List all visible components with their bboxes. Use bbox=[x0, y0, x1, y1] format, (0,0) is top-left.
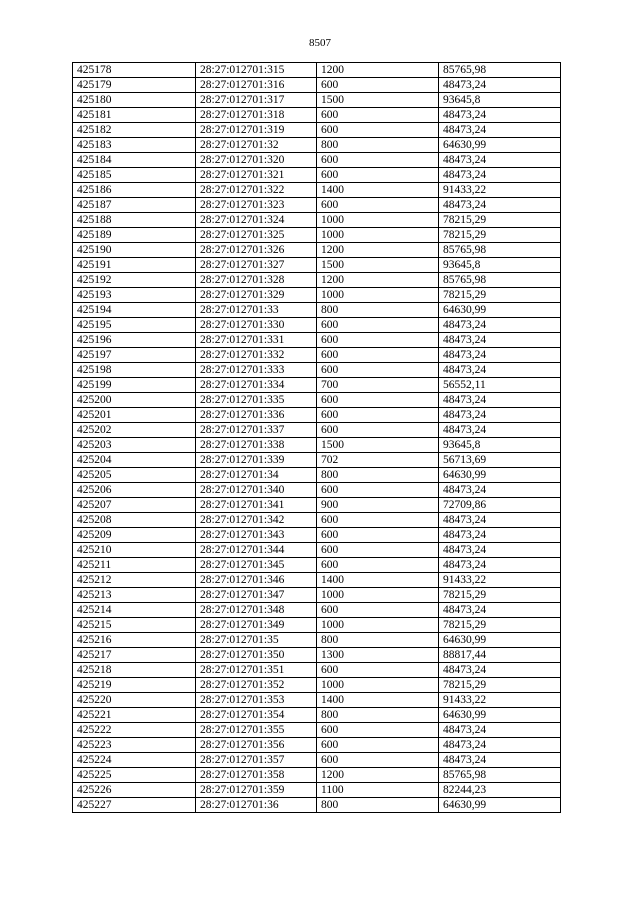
cadastral-number-cell: 28:27:012701:346 bbox=[196, 573, 317, 588]
value-cell: 48473,24 bbox=[439, 753, 561, 768]
value-cell: 88817,44 bbox=[439, 648, 561, 663]
cadastral-number-cell: 28:27:012701:332 bbox=[196, 348, 317, 363]
cadastral-number-cell: 28:27:012701:342 bbox=[196, 513, 317, 528]
cadastral-number-cell: 28:27:012701:320 bbox=[196, 153, 317, 168]
table-row bbox=[73, 408, 561, 423]
area-cell: 1000 bbox=[317, 588, 439, 603]
record-number-cell: 425209 bbox=[73, 528, 196, 543]
record-number-cell: 425226 bbox=[73, 783, 196, 798]
value-cell: 48473,24 bbox=[439, 543, 561, 558]
table-row bbox=[73, 648, 561, 663]
table-body bbox=[73, 63, 561, 813]
record-number-cell: 425196 bbox=[73, 333, 196, 348]
value-cell: 48473,24 bbox=[439, 603, 561, 618]
record-number-cell: 425198 bbox=[73, 363, 196, 378]
area-cell: 600 bbox=[317, 363, 439, 378]
value-cell: 64630,99 bbox=[439, 468, 561, 483]
value-cell: 93645,8 bbox=[439, 438, 561, 453]
table-row bbox=[73, 798, 561, 813]
value-cell: 48473,24 bbox=[439, 528, 561, 543]
area-cell: 1000 bbox=[317, 213, 439, 228]
record-number-cell: 425201 bbox=[73, 408, 196, 423]
table-row bbox=[73, 123, 561, 138]
area-cell: 1500 bbox=[317, 438, 439, 453]
table-row bbox=[73, 378, 561, 393]
cadastral-number-cell: 28:27:012701:322 bbox=[196, 183, 317, 198]
record-number-cell: 425219 bbox=[73, 678, 196, 693]
area-cell: 800 bbox=[317, 633, 439, 648]
value-cell: 78215,29 bbox=[439, 618, 561, 633]
cadastral-number-cell: 28:27:012701:352 bbox=[196, 678, 317, 693]
value-cell: 56552,11 bbox=[439, 378, 561, 393]
area-cell: 800 bbox=[317, 798, 439, 813]
record-number-cell: 425212 bbox=[73, 573, 196, 588]
record-number-cell: 425220 bbox=[73, 693, 196, 708]
record-number-cell: 425205 bbox=[73, 468, 196, 483]
cadastral-number-cell: 28:27:012701:350 bbox=[196, 648, 317, 663]
record-number-cell: 425202 bbox=[73, 423, 196, 438]
record-number-cell: 425199 bbox=[73, 378, 196, 393]
area-cell: 600 bbox=[317, 423, 439, 438]
area-cell: 1500 bbox=[317, 93, 439, 108]
value-cell: 78215,29 bbox=[439, 213, 561, 228]
value-cell: 82244,23 bbox=[439, 783, 561, 798]
cadastral-number-cell: 28:27:012701:338 bbox=[196, 438, 317, 453]
record-number-cell: 425195 bbox=[73, 318, 196, 333]
area-cell: 600 bbox=[317, 483, 439, 498]
cadastral-number-cell: 28:27:012701:36 bbox=[196, 798, 317, 813]
cadastral-number-cell: 28:27:012701:347 bbox=[196, 588, 317, 603]
value-cell: 91433,22 bbox=[439, 183, 561, 198]
record-number-cell: 425184 bbox=[73, 153, 196, 168]
value-cell: 91433,22 bbox=[439, 573, 561, 588]
area-cell: 600 bbox=[317, 558, 439, 573]
value-cell: 48473,24 bbox=[439, 663, 561, 678]
area-cell: 1200 bbox=[317, 768, 439, 783]
table-row bbox=[73, 333, 561, 348]
area-cell: 1000 bbox=[317, 618, 439, 633]
value-cell: 85765,98 bbox=[439, 768, 561, 783]
value-cell: 85765,98 bbox=[439, 243, 561, 258]
area-cell: 900 bbox=[317, 498, 439, 513]
record-number-cell: 425208 bbox=[73, 513, 196, 528]
value-cell: 78215,29 bbox=[439, 588, 561, 603]
area-cell: 600 bbox=[317, 738, 439, 753]
table-row bbox=[73, 783, 561, 798]
cadastral-number-cell: 28:27:012701:331 bbox=[196, 333, 317, 348]
area-cell: 1400 bbox=[317, 693, 439, 708]
table-row bbox=[73, 738, 561, 753]
value-cell: 48473,24 bbox=[439, 348, 561, 363]
area-cell: 600 bbox=[317, 168, 439, 183]
value-cell: 72709,86 bbox=[439, 498, 561, 513]
table-row bbox=[73, 228, 561, 243]
cadastral-number-cell: 28:27:012701:358 bbox=[196, 768, 317, 783]
cadastral-number-cell: 28:27:012701:321 bbox=[196, 168, 317, 183]
table-row bbox=[73, 393, 561, 408]
data-table bbox=[72, 62, 561, 813]
area-cell: 600 bbox=[317, 528, 439, 543]
record-number-cell: 425179 bbox=[73, 78, 196, 93]
area-cell: 1000 bbox=[317, 678, 439, 693]
area-cell: 600 bbox=[317, 543, 439, 558]
value-cell: 64630,99 bbox=[439, 138, 561, 153]
table-row bbox=[73, 768, 561, 783]
cadastral-number-cell: 28:27:012701:318 bbox=[196, 108, 317, 123]
table-row bbox=[73, 303, 561, 318]
table-row bbox=[73, 438, 561, 453]
area-cell: 600 bbox=[317, 663, 439, 678]
area-cell: 600 bbox=[317, 603, 439, 618]
table-row bbox=[73, 243, 561, 258]
value-cell: 48473,24 bbox=[439, 108, 561, 123]
cadastral-number-cell: 28:27:012701:325 bbox=[196, 228, 317, 243]
cadastral-number-cell: 28:27:012701:355 bbox=[196, 723, 317, 738]
cadastral-number-cell: 28:27:012701:32 bbox=[196, 138, 317, 153]
table-row bbox=[73, 498, 561, 513]
record-number-cell: 425224 bbox=[73, 753, 196, 768]
area-cell: 1100 bbox=[317, 783, 439, 798]
record-number-cell: 425217 bbox=[73, 648, 196, 663]
record-number-cell: 425188 bbox=[73, 213, 196, 228]
cadastral-number-cell: 28:27:012701:327 bbox=[196, 258, 317, 273]
table-row bbox=[73, 588, 561, 603]
table-row bbox=[73, 513, 561, 528]
area-cell: 600 bbox=[317, 723, 439, 738]
value-cell: 48473,24 bbox=[439, 78, 561, 93]
area-cell: 600 bbox=[317, 753, 439, 768]
cadastral-number-cell: 28:27:012701:354 bbox=[196, 708, 317, 723]
value-cell: 85765,98 bbox=[439, 273, 561, 288]
record-number-cell: 425215 bbox=[73, 618, 196, 633]
record-number-cell: 425186 bbox=[73, 183, 196, 198]
table-row bbox=[73, 423, 561, 438]
area-cell: 1000 bbox=[317, 288, 439, 303]
record-number-cell: 425190 bbox=[73, 243, 196, 258]
area-cell: 1200 bbox=[317, 63, 439, 78]
value-cell: 91433,22 bbox=[439, 693, 561, 708]
table-row bbox=[73, 318, 561, 333]
table-row bbox=[73, 708, 561, 723]
record-number-cell: 425206 bbox=[73, 483, 196, 498]
cadastral-number-cell: 28:27:012701:328 bbox=[196, 273, 317, 288]
cadastral-number-cell: 28:27:012701:334 bbox=[196, 378, 317, 393]
cadastral-number-cell: 28:27:012701:330 bbox=[196, 318, 317, 333]
record-number-cell: 425221 bbox=[73, 708, 196, 723]
value-cell: 48473,24 bbox=[439, 168, 561, 183]
area-cell: 1400 bbox=[317, 573, 439, 588]
area-cell: 600 bbox=[317, 348, 439, 363]
record-number-cell: 425218 bbox=[73, 663, 196, 678]
area-cell: 1000 bbox=[317, 228, 439, 243]
table-row bbox=[73, 543, 561, 558]
table-row bbox=[73, 168, 561, 183]
cadastral-number-cell: 28:27:012701:348 bbox=[196, 603, 317, 618]
cadastral-number-cell: 28:27:012701:349 bbox=[196, 618, 317, 633]
table-row bbox=[73, 633, 561, 648]
area-cell: 600 bbox=[317, 513, 439, 528]
record-number-cell: 425210 bbox=[73, 543, 196, 558]
table-row bbox=[73, 153, 561, 168]
table-row bbox=[73, 258, 561, 273]
cadastral-number-cell: 28:27:012701:333 bbox=[196, 363, 317, 378]
value-cell: 78215,29 bbox=[439, 228, 561, 243]
table-row bbox=[73, 273, 561, 288]
value-cell: 48473,24 bbox=[439, 333, 561, 348]
value-cell: 48473,24 bbox=[439, 123, 561, 138]
table-row bbox=[73, 573, 561, 588]
table-row bbox=[73, 288, 561, 303]
value-cell: 48473,24 bbox=[439, 408, 561, 423]
cadastral-number-cell: 28:27:012701:319 bbox=[196, 123, 317, 138]
cadastral-number-cell: 28:27:012701:34 bbox=[196, 468, 317, 483]
area-cell: 600 bbox=[317, 408, 439, 423]
value-cell: 48473,24 bbox=[439, 198, 561, 213]
cadastral-number-cell: 28:27:012701:340 bbox=[196, 483, 317, 498]
area-cell: 1500 bbox=[317, 258, 439, 273]
cadastral-number-cell: 28:27:012701:326 bbox=[196, 243, 317, 258]
table-row bbox=[73, 678, 561, 693]
cadastral-number-cell: 28:27:012701:329 bbox=[196, 288, 317, 303]
area-cell: 600 bbox=[317, 333, 439, 348]
cadastral-number-cell: 28:27:012701:337 bbox=[196, 423, 317, 438]
value-cell: 48473,24 bbox=[439, 513, 561, 528]
record-number-cell: 425216 bbox=[73, 633, 196, 648]
table-row bbox=[73, 618, 561, 633]
table-row bbox=[73, 693, 561, 708]
record-number-cell: 425193 bbox=[73, 288, 196, 303]
table-row bbox=[73, 348, 561, 363]
area-cell: 600 bbox=[317, 198, 439, 213]
area-cell: 702 bbox=[317, 453, 439, 468]
record-number-cell: 425189 bbox=[73, 228, 196, 243]
record-number-cell: 425227 bbox=[73, 798, 196, 813]
table-row bbox=[73, 108, 561, 123]
area-cell: 700 bbox=[317, 378, 439, 393]
value-cell: 64630,99 bbox=[439, 633, 561, 648]
cadastral-number-cell: 28:27:012701:344 bbox=[196, 543, 317, 558]
record-number-cell: 425207 bbox=[73, 498, 196, 513]
value-cell: 48473,24 bbox=[439, 723, 561, 738]
cadastral-number-cell: 28:27:012701:316 bbox=[196, 78, 317, 93]
value-cell: 48473,24 bbox=[439, 363, 561, 378]
area-cell: 1400 bbox=[317, 183, 439, 198]
area-cell: 600 bbox=[317, 318, 439, 333]
record-number-cell: 425183 bbox=[73, 138, 196, 153]
value-cell: 93645,8 bbox=[439, 258, 561, 273]
value-cell: 78215,29 bbox=[439, 678, 561, 693]
cadastral-number-cell: 28:27:012701:356 bbox=[196, 738, 317, 753]
record-number-cell: 425211 bbox=[73, 558, 196, 573]
area-cell: 600 bbox=[317, 108, 439, 123]
cadastral-number-cell: 28:27:012701:339 bbox=[196, 453, 317, 468]
value-cell: 48473,24 bbox=[439, 483, 561, 498]
cadastral-number-cell: 28:27:012701:351 bbox=[196, 663, 317, 678]
cadastral-number-cell: 28:27:012701:357 bbox=[196, 753, 317, 768]
record-number-cell: 425178 bbox=[73, 63, 196, 78]
value-cell: 48473,24 bbox=[439, 423, 561, 438]
table-row bbox=[73, 603, 561, 618]
area-cell: 800 bbox=[317, 468, 439, 483]
table-row bbox=[73, 78, 561, 93]
value-cell: 64630,99 bbox=[439, 303, 561, 318]
cadastral-number-cell: 28:27:012701:336 bbox=[196, 408, 317, 423]
area-cell: 1200 bbox=[317, 243, 439, 258]
record-number-cell: 425180 bbox=[73, 93, 196, 108]
table-row bbox=[73, 723, 561, 738]
record-number-cell: 425200 bbox=[73, 393, 196, 408]
record-number-cell: 425203 bbox=[73, 438, 196, 453]
record-number-cell: 425214 bbox=[73, 603, 196, 618]
cadastral-number-cell: 28:27:012701:35 bbox=[196, 633, 317, 648]
value-cell: 48473,24 bbox=[439, 393, 561, 408]
table-row bbox=[73, 138, 561, 153]
cadastral-number-cell: 28:27:012701:33 bbox=[196, 303, 317, 318]
table-row bbox=[73, 63, 561, 78]
table-row bbox=[73, 753, 561, 768]
area-cell: 800 bbox=[317, 303, 439, 318]
table-row bbox=[73, 663, 561, 678]
record-number-cell: 425182 bbox=[73, 123, 196, 138]
table-row bbox=[73, 483, 561, 498]
value-cell: 48473,24 bbox=[439, 318, 561, 333]
cadastral-number-cell: 28:27:012701:315 bbox=[196, 63, 317, 78]
area-cell: 1200 bbox=[317, 273, 439, 288]
value-cell: 48473,24 bbox=[439, 558, 561, 573]
area-cell: 800 bbox=[317, 138, 439, 153]
area-cell: 600 bbox=[317, 153, 439, 168]
cadastral-number-cell: 28:27:012701:343 bbox=[196, 528, 317, 543]
table-row bbox=[73, 213, 561, 228]
table-row bbox=[73, 363, 561, 378]
table-row bbox=[73, 183, 561, 198]
table-row bbox=[73, 468, 561, 483]
record-number-cell: 425225 bbox=[73, 768, 196, 783]
cadastral-number-cell: 28:27:012701:335 bbox=[196, 393, 317, 408]
cadastral-number-cell: 28:27:012701:353 bbox=[196, 693, 317, 708]
record-number-cell: 425222 bbox=[73, 723, 196, 738]
table-row bbox=[73, 528, 561, 543]
cadastral-number-cell: 28:27:012701:317 bbox=[196, 93, 317, 108]
cadastral-number-cell: 28:27:012701:324 bbox=[196, 213, 317, 228]
area-cell: 600 bbox=[317, 78, 439, 93]
record-number-cell: 425191 bbox=[73, 258, 196, 273]
value-cell: 85765,98 bbox=[439, 63, 561, 78]
value-cell: 56713,69 bbox=[439, 453, 561, 468]
record-number-cell: 425187 bbox=[73, 198, 196, 213]
value-cell: 48473,24 bbox=[439, 153, 561, 168]
table-row bbox=[73, 453, 561, 468]
value-cell: 93645,8 bbox=[439, 93, 561, 108]
cadastral-number-cell: 28:27:012701:359 bbox=[196, 783, 317, 798]
record-number-cell: 425204 bbox=[73, 453, 196, 468]
table-row bbox=[73, 558, 561, 573]
cadastral-number-cell: 28:27:012701:345 bbox=[196, 558, 317, 573]
cadastral-number-cell: 28:27:012701:341 bbox=[196, 498, 317, 513]
area-cell: 600 bbox=[317, 123, 439, 138]
table-row bbox=[73, 93, 561, 108]
value-cell: 48473,24 bbox=[439, 738, 561, 753]
value-cell: 64630,99 bbox=[439, 798, 561, 813]
record-number-cell: 425192 bbox=[73, 273, 196, 288]
record-number-cell: 425213 bbox=[73, 588, 196, 603]
page-number: 8507 bbox=[309, 37, 331, 49]
cadastral-number-cell: 28:27:012701:323 bbox=[196, 198, 317, 213]
table-row bbox=[73, 198, 561, 213]
record-number-cell: 425185 bbox=[73, 168, 196, 183]
area-cell: 800 bbox=[317, 708, 439, 723]
record-number-cell: 425223 bbox=[73, 738, 196, 753]
value-cell: 78215,29 bbox=[439, 288, 561, 303]
record-number-cell: 425181 bbox=[73, 108, 196, 123]
value-cell: 64630,99 bbox=[439, 708, 561, 723]
record-number-cell: 425197 bbox=[73, 348, 196, 363]
area-cell: 600 bbox=[317, 393, 439, 408]
record-number-cell: 425194 bbox=[73, 303, 196, 318]
area-cell: 1300 bbox=[317, 648, 439, 663]
